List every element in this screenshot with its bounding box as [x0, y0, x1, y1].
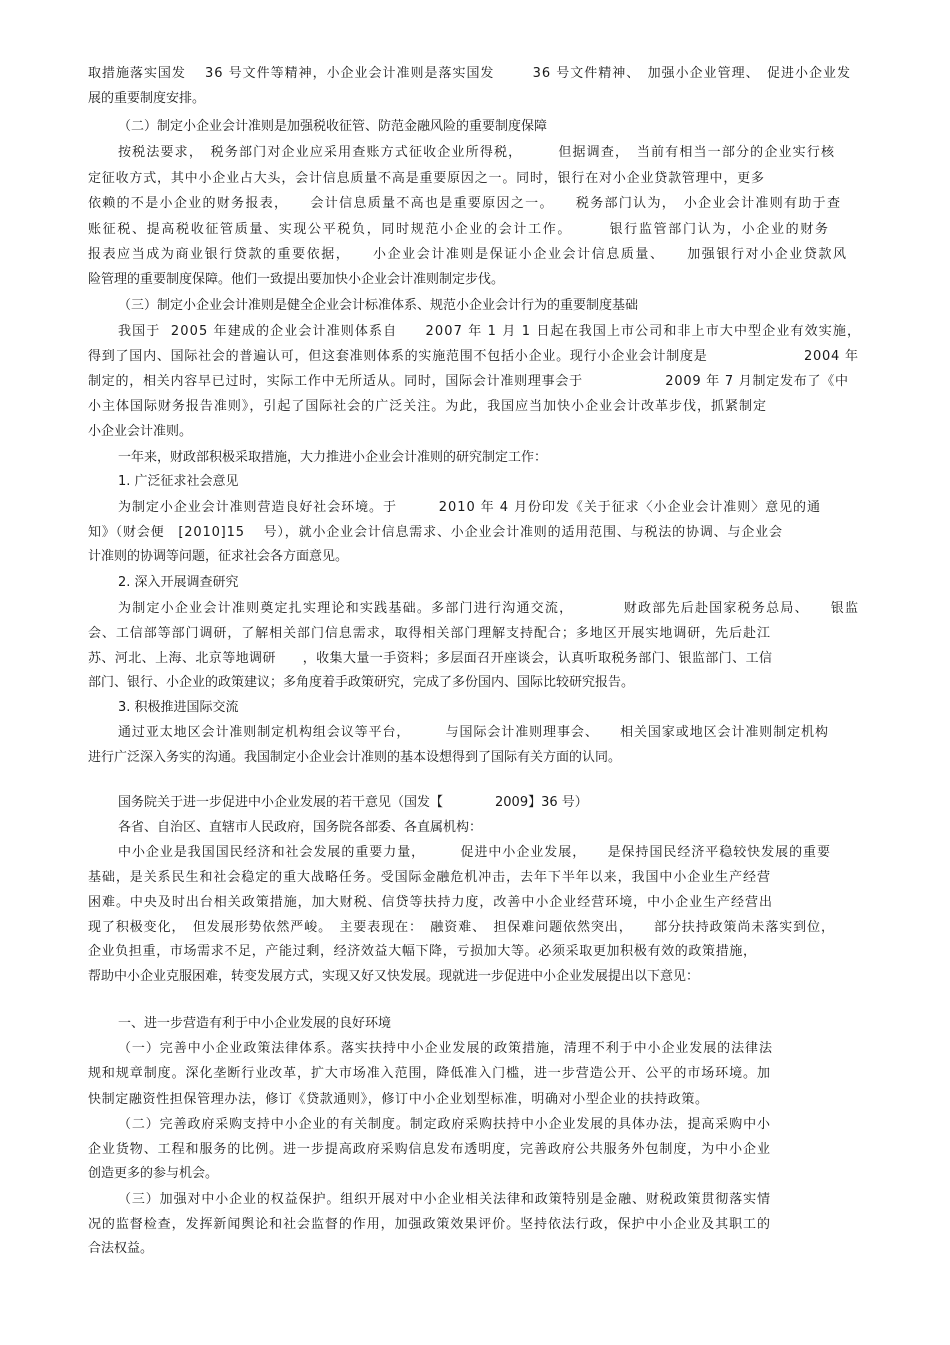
text-line: 困难。中央及时出台相关政策措施，加大财税、信贷等扶持力度，改善中小企业经营环境，中小企业生产经营出 — [88, 895, 773, 910]
text-line: 知》（财会便 [2010]15 号），就小企业会计信息需求、小企业会计准则的适用范围、与税法的协调、与企业会 — [88, 525, 783, 540]
text-line: 部门、银行、小企业的政策建议；多角度着手政策研究，完成了多份国内、国际比较研究报告。 — [88, 675, 635, 690]
text-line: （三）制定小企业会计准则是健全企业会计标准体系、规范小企业会计行为的重要制度基础 — [118, 298, 639, 313]
text-line: 企业货物、工程和服务的比例。进一步提高政府采购信息发布透明度，完善政府公共服务外包制度，为中小企业 — [88, 1142, 771, 1157]
text-line: 况的监督检查，发挥新闻舆论和社会监督的作用，加强政策效果评价。坚持依法行政，保护中小企业及其职工的 — [88, 1217, 771, 1232]
text-line: 依赖的不是小企业的财务报表， 会计信息质量不高也是重要原因之一。 税务部门认为， 小企业会计准则有助于查 — [88, 196, 842, 211]
text-line: 3. 积极推进国际交流 — [118, 700, 239, 715]
text-line: 快制定融资性担保管理办法，修订《贷款通则》，修订中小企业划型标准，明确对小型企业的扶持政策。 — [88, 1092, 709, 1107]
text-line: 中小企业是我国国民经济和社会发展的重要力量， 促进中小企业发展， 是保持国民经济平稳较快发展的重要 — [118, 845, 831, 860]
text-line: 定征收方式，其中小企业占大头，会计信息质量不高是重要原因之一。同时，银行在对小企业贷款管理中，更多 — [88, 171, 765, 186]
text-line: 企业负担重，市场需求不足，产能过剩，经济效益大幅下降，亏损加大等。必须采取更加积极有效的政策措施， — [88, 944, 757, 959]
text-line: 国务院关于进一步促进中小企业发展的若干意见（国发【 2009】36 号） — [118, 795, 588, 810]
text-line: 报表应当成为商业银行贷款的重要依据， 小企业会计准则是保证小企业会计信息质量、 加强银行对小企业贷款风 — [88, 247, 848, 262]
text-line: 我国于 2005 年建成的企业会计准则体系自 2007 年 1 月 1 日起在我国上市公司和非上市大中型企业有效实施， — [118, 324, 862, 339]
text-line: （三）加强对中小企业的权益保护。组织开展对中小企业相关法律和政策特别是金融、财税政策贯彻落实情 — [118, 1192, 771, 1207]
text-line: 2. 深入开展调查研究 — [118, 575, 239, 590]
text-line: 小主体国际财务报告准则》，引起了国际社会的广泛关注。为此，我国应当加快小企业会计改革步伐，抓紧制定 — [88, 399, 767, 414]
text-line: 创造更多的参与机会。 — [88, 1166, 219, 1181]
text-line: 进行广泛深入务实的沟通。我国制定小企业会计准则的基本设想得到了国际有关方面的认同。 — [88, 750, 622, 765]
text-line: 规和规章制度。深化垄断行业改革，扩大市场准入范围，降低准入门槛，进一步营造公开、公平的市场环境。加 — [88, 1066, 771, 1081]
text-line: 帮助中小企业克服困难，转变发展方式，实现又好又快发展。现就进一步促进中小企业发展提出以下意见： — [88, 969, 700, 984]
text-line: 一年来，财政部积极采取措施，大力推进小企业会计准则的研究制定工作： — [118, 450, 548, 465]
text-line: （二）制定小企业会计准则是加强税收征管、防范金融风险的重要制度保障 — [118, 119, 548, 134]
text-line: 计准则的协调等问题，征求社会各方面意见。 — [88, 549, 349, 564]
text-line: 一、进一步营造有利于中小企业发展的良好环境 — [118, 1016, 392, 1031]
text-line: 按税法要求， 税务部门对企业应采用查账方式征收企业所得税， 但据调查， 当前有相当一部分的企业实行核 — [118, 145, 836, 160]
text-line: 各省、自治区、直辖市人民政府，国务院各部委、各直属机构： — [118, 820, 483, 835]
text-line: 苏、河北、上海、北京等地调研 ，收集大量一手资料；多层面召开座谈会，认真听取税务部门、银监部门、工信 — [88, 651, 773, 666]
text-line: 制定的，相关内容早已过时，实际工作中无所适从。同时，国际会计准则理事会于 2009 年 7 月制定发布了《中 — [88, 374, 849, 389]
text-line: 1. 广泛征求社会意见 — [118, 474, 239, 489]
text-line: 为制定小企业会计准则营造良好社会环境。于 2010 年 4 月份印发《关于征求〈小企业会计准则〉意见的通 — [118, 500, 821, 515]
text-line: 展的重要制度安排。 — [88, 91, 206, 106]
text-line: 现了积极变化， 但发展形势依然严峻。 主要表现在： 融资难、 担保难问题依然突出， 部分扶持政策尚未落实到位， — [88, 920, 835, 935]
text-line: 会、工信部等部门调研，了解相关部门信息需求，取得相关部门理解支持配合；多地区开展实地调研，先后赴江 — [88, 626, 771, 641]
text-line: 取措施落实国发 36 号文件等精神，小企业会计准则是落实国发 36 号文件精神、 加强小企业管理、 促进小企业发 — [88, 66, 851, 81]
text-line: 为制定小企业会计准则奠定扎实理论和实践基础。多部门进行沟通交流， 财政部先后赴国家税务总局、 银监 — [118, 601, 860, 616]
text-line: 基础，是关系民生和社会稳定的重大战略任务。受国际金融危机冲击，去年下半年以来，我国中小企业生产经营 — [88, 870, 771, 885]
text-line: 账征税、提高税收征管质量、实现公平税负，同时规范小企业的会计工作。 银行监管部门认为，小企业的财务 — [88, 222, 830, 237]
text-line: 合法权益。 — [88, 1241, 154, 1256]
text-line: 小企业会计准则。 — [88, 424, 193, 439]
text-line: （一）完善中小企业政策法律体系。落实扶持中小企业发展的政策措施，清理不利于中小企业发展的法律法 — [118, 1041, 773, 1056]
text-line: 通过亚太地区会计准则制定机构组会议等平台， 与国际会计准则理事会、 相关国家或地区会计准则制定机构 — [118, 725, 829, 740]
text-line: （二）完善政府采购支持中小企业的有关制度。制定政府采购扶持中小企业发展的具体办法，提高采购中小 — [118, 1117, 771, 1132]
text-line: 得到了国内、国际社会的普遍认可，但这套准则体系的实施范围不包括小企业。现行小企业会计制度是 2004 年 — [88, 349, 859, 364]
text-line: 险管理的重要制度保障。他们一致提出要加快小企业会计准则制定步伐。 — [88, 272, 505, 287]
